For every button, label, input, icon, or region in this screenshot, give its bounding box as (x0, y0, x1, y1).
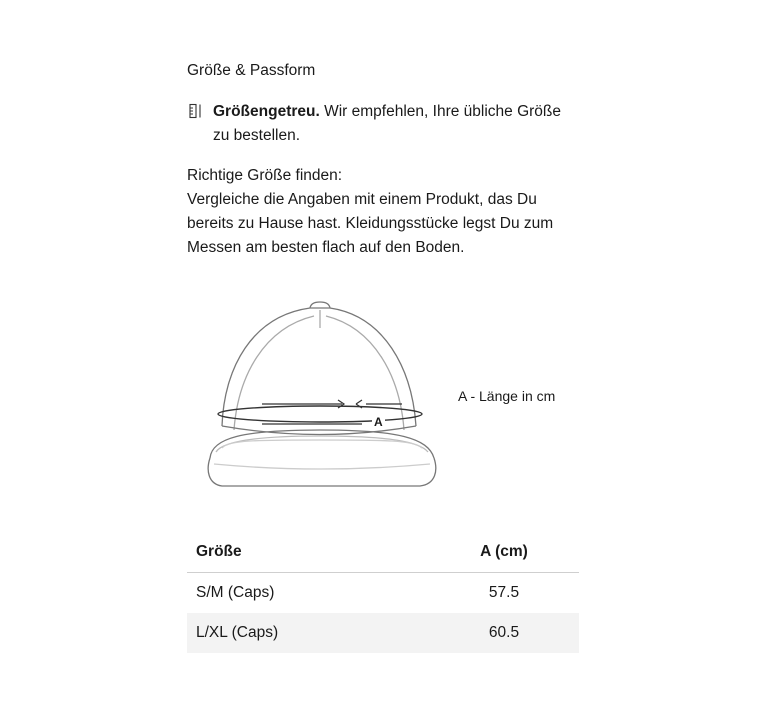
size-table-header (187, 531, 579, 573)
header-a: A (cm) (429, 531, 579, 573)
size-cell: S/M (Caps) (196, 584, 275, 601)
table-row (187, 573, 579, 614)
table-row (187, 613, 579, 653)
a-cell: 60.5 (429, 613, 579, 653)
marker-label-a: A (374, 415, 383, 429)
size-table (187, 531, 579, 653)
a-cell: 57.5 (488, 584, 520, 601)
measurement-legend: A - Länge in cm (458, 388, 556, 404)
fit-note-text (213, 100, 579, 148)
section-title: Größe & Passform (187, 62, 316, 79)
fit-note-bold: Größengetreu. (213, 103, 320, 120)
find-size-body: Vergleiche die Angaben mit einem Produkt, das Du bereits zu Hause hast. Kleidungsstücke legst Du zum Messen am besten flach auf den Boden. (187, 191, 554, 256)
find-size-block (187, 164, 579, 260)
find-size-title: Richtige Größe finden: (187, 167, 343, 184)
cap-illustration (202, 298, 447, 490)
header-size: Größe (187, 531, 429, 573)
size-cell: L/XL (Caps) (187, 613, 429, 653)
ruler-icon (187, 102, 205, 120)
fit-note-body: Wir empfehlen, Ihre übliche Größe zu bestellen. (213, 103, 562, 144)
